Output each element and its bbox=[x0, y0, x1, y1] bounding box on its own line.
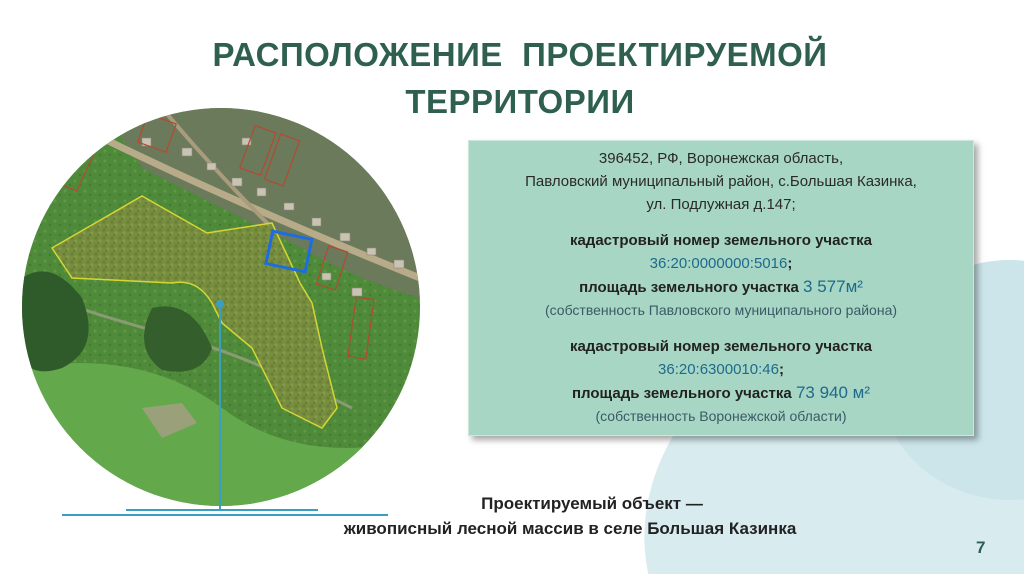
parcel1-cadastral-label: кадастровый номер земельного участка bbox=[569, 232, 873, 249]
address-line-2: Павловский муниципальный район, с.Большая Казинка, bbox=[525, 173, 917, 190]
info-box: 396452, РФ, Воронежская область, Павловский муниципальный район, с.Большая Казинка, ул. Подлужная д.147; кадастровый номер земельного участка 36:20:0000000:5016; площадь земельного участка 3 577м² (собственность Павловского муниципального района) кадастровый номер земельного участка 36:20:6300010:46; площадь земельного участка 73 940 м² (собственность Воронежской области) bbox=[468, 140, 974, 436]
pointer-line-horizontal bbox=[126, 509, 318, 511]
slide-title-line1: РАСПОЛОЖЕНИЕ ПРОЕКТИРУЕМОЙ bbox=[212, 36, 828, 73]
parcel1-area-value: 3 577м² bbox=[803, 277, 863, 296]
parcel2-cadastral-number: 36:20:6300010:46 bbox=[658, 361, 779, 378]
parcel1-ownership: (собственность Павловского муниципального района) bbox=[544, 302, 898, 318]
address-line-3: ул. Подлужная д.147; bbox=[646, 196, 796, 213]
caption-line-2: живописный лесной массив в селе Большая Казинка bbox=[343, 519, 797, 538]
parcel1-cadastral-number: 36:20:0000000:5016 bbox=[649, 255, 788, 272]
address-line-1: 396452, РФ, Воронежская область, bbox=[598, 150, 844, 167]
parcel2-area-label: площадь земельного участка bbox=[571, 385, 792, 402]
parcel2-area-value: 73 940 м² bbox=[795, 383, 871, 402]
pointer-line-underline bbox=[62, 514, 388, 516]
parcel1-area-label: площадь земельного участка bbox=[579, 279, 799, 296]
parcel2-ownership: (собственность Воронежской области) bbox=[595, 408, 847, 424]
caption-line-1: Проектируемый объект — bbox=[481, 494, 703, 513]
pointer-line-vertical bbox=[219, 306, 221, 511]
page-number: 7 bbox=[976, 538, 986, 557]
slide-title-line2: ТЕРРИТОРИИ bbox=[405, 83, 635, 120]
parcel2-cadastral-label: кадастровый номер земельного участка bbox=[569, 338, 873, 355]
